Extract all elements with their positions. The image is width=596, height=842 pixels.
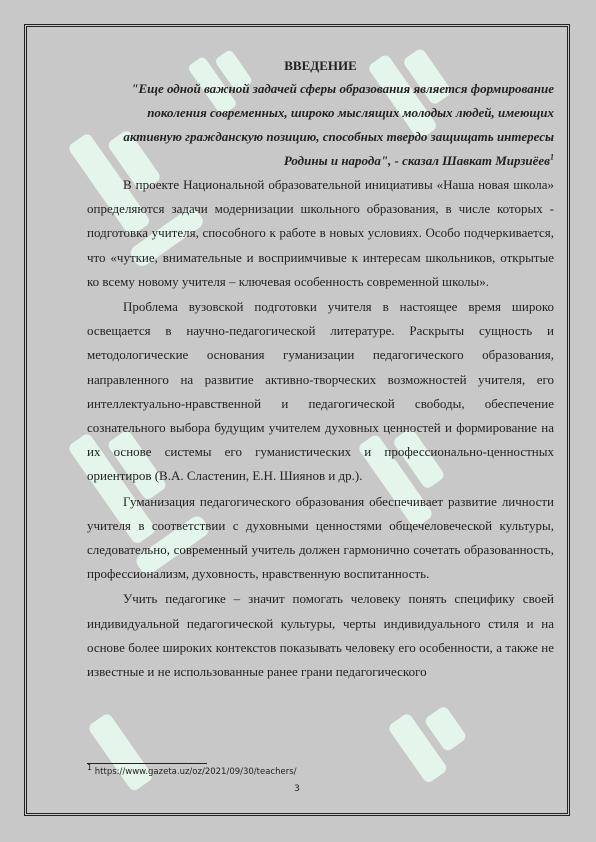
document-page: [24, 24, 570, 816]
footnote: [87, 763, 297, 777]
paragraph: Учить педагогике – значит помогать человеку понять специфику своей индивидуальной педагогической культуры, черты индивидуального стиля и на основе более широких контекстов показывать человеку его особенности, а также не известные и не использованные ранее грани педагогического: [87, 591, 554, 680]
epigraph: [87, 77, 554, 173]
footnote-reference[interactable]: 1: [550, 152, 554, 162]
paragraph: В проекте Национальной образовательной инициативы «Наша новая школа» определяются задачи модернизации школьного образования, в числе которых - подготовка учителя, способного к работе в новых условиях. Особо подчеркивается, что «чуткие, внимательные и восприимчивые к интересам школьников, открытые ко всему новому учителя – ключевая особенность современной школы».: [87, 177, 554, 289]
footnote-link[interactable]: https://www.gazeta.uz/oz/2021/09/30/teachers/: [92, 767, 297, 777]
footnote-mark: 1: [87, 763, 93, 773]
epigraph-attribution: - сказал Шавкат Мирзиёев: [391, 153, 550, 168]
page-title: ВВЕДЕНИЕ: [284, 58, 357, 73]
paragraph: Проблема вузовской подготовки учителя в настоящее время широко освещается в научно-педагогической литературе. Раскрыты сущность и методологические основания гуманизации педагогического образования, направленного на развитие активно-творческих возможностей учителя, его интеллектуально-нравственной и педагогической свободы, обеспечение сознательного выбора будущим учителем духовных ценностей и формирование на их основе системы его гуманистических и профессионально-ценностных ориентиров (В.А. Сластенин, Е.Н. Шиянов и др.).: [87, 299, 554, 484]
footnote-divider: [87, 763, 207, 764]
epigraph-quote: "Еще одной важной задачей сферы образования является формирование поколения современных, широко мыслящих молодых людей, имеющих активную гражданскую позицию, способных твердо защищать интересы Родины и народа",: [123, 81, 554, 168]
document-body: [87, 51, 554, 685]
paragraph: Гуманизация педагогического образования обеспечивает развитие личности учителя в соответствии с духовными ценностями общечеловеческой культуры, следовательно, современный учитель должен гармонично сочетать образованность, профессионализм, духовность, нравственную воспитанность.: [87, 493, 554, 582]
page-number: 3: [294, 784, 300, 794]
